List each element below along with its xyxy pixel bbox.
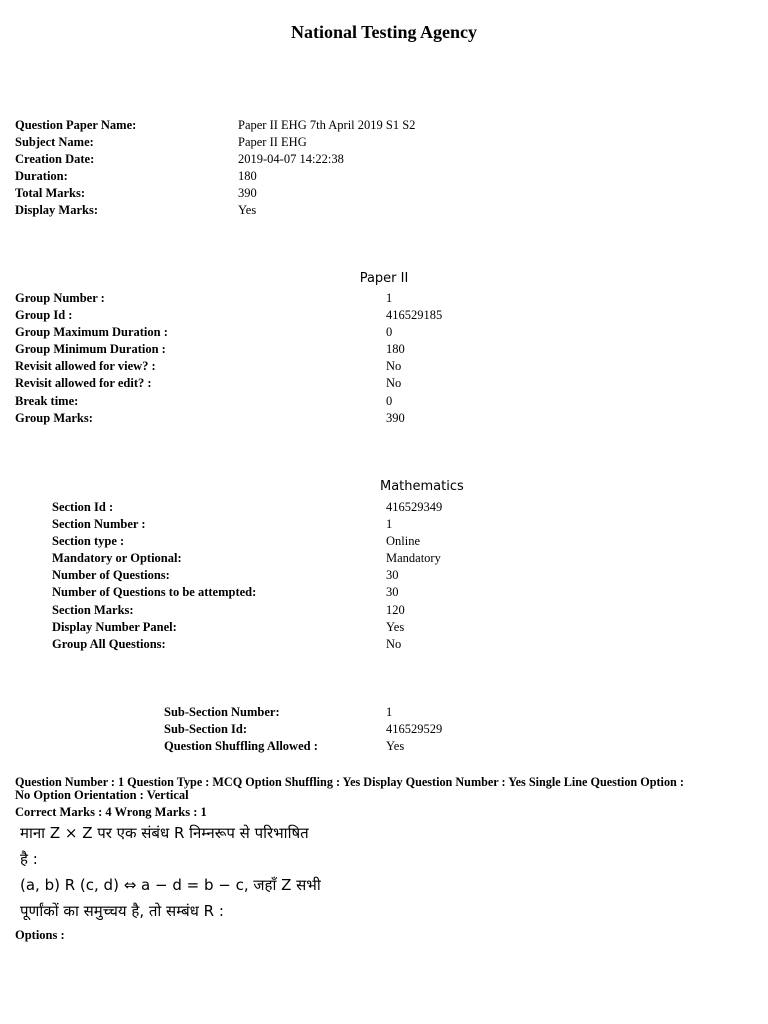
field-label: Group Maximum Duration : bbox=[15, 325, 168, 340]
question-meta bbox=[15, 776, 760, 819]
paper-info-row bbox=[15, 168, 755, 185]
question-text-line: (a, b) R (c, d) ⇔ a − d = b − c, जहाँ Z सभी bbox=[20, 876, 321, 894]
field-value: Yes bbox=[386, 739, 405, 754]
field-label: Total Marks: bbox=[15, 186, 86, 201]
group-info-row bbox=[15, 341, 755, 358]
paper-info-row bbox=[15, 134, 755, 151]
field-value: 2019-04-07 14:22:38 bbox=[238, 152, 344, 167]
field-value: Yes bbox=[386, 619, 405, 634]
field-label: Group Number : bbox=[15, 291, 105, 305]
question-text-line: है : bbox=[20, 850, 38, 868]
group-info bbox=[15, 290, 755, 427]
section-heading: Mathematics bbox=[380, 479, 464, 494]
field-label: Group All Questions: bbox=[52, 636, 166, 651]
field-label: Number of Questions to be attempted: bbox=[52, 585, 257, 600]
paper-info-row bbox=[15, 117, 755, 134]
section-info-row bbox=[52, 567, 752, 584]
field-label: Creation Date: bbox=[15, 152, 95, 167]
question-text bbox=[20, 820, 740, 924]
question-meta-line: Question Number : 1 Question Type : MCQ Option Shuffling : Yes Display Question Number : Yes Single Line Question Option : bbox=[15, 775, 684, 789]
field-label: Sub-Section Number: bbox=[164, 705, 280, 719]
field-label: Question Shuffling Allowed : bbox=[164, 739, 318, 754]
section-info-row bbox=[52, 550, 752, 567]
group-info-row bbox=[15, 290, 755, 307]
field-label: Section Id : bbox=[52, 500, 114, 514]
field-value: Yes bbox=[238, 203, 257, 218]
field-value: 390 bbox=[238, 186, 257, 201]
field-label: Display Number Panel: bbox=[52, 619, 177, 634]
section-info-row bbox=[52, 499, 752, 516]
group-info-row bbox=[15, 393, 755, 410]
section-info-row bbox=[52, 636, 752, 653]
field-label: Duration: bbox=[15, 169, 68, 184]
field-label: Subject Name: bbox=[15, 135, 94, 150]
field-value: 1 bbox=[386, 705, 393, 719]
field-value: Paper II EHG 7th April 2019 S1 S2 bbox=[238, 118, 416, 132]
field-value: Online bbox=[386, 534, 421, 549]
group-info-row bbox=[15, 358, 755, 375]
field-value: 416529349 bbox=[386, 500, 443, 514]
field-label: Revisit allowed for view? : bbox=[15, 359, 156, 374]
field-label: Sub-Section Id: bbox=[164, 722, 248, 737]
question-marks: Correct Marks : 4 Wrong Marks : 1 bbox=[15, 805, 207, 819]
field-label: Question Paper Name: bbox=[15, 118, 137, 132]
field-value: 30 bbox=[386, 568, 399, 583]
section-info-row bbox=[52, 602, 752, 619]
paper-info-row bbox=[15, 202, 755, 219]
paper-info-row bbox=[15, 151, 755, 168]
field-label: Display Marks: bbox=[15, 203, 98, 218]
section-info-row bbox=[52, 619, 752, 636]
subsection-info-row bbox=[164, 704, 754, 721]
field-label: Section Marks: bbox=[52, 602, 134, 617]
field-value: 390 bbox=[386, 410, 405, 425]
field-value: Mandatory bbox=[386, 551, 441, 566]
section-info-row bbox=[52, 533, 752, 550]
question-meta-line: No Option Orientation : Vertical bbox=[15, 788, 189, 802]
subsection-info bbox=[164, 704, 754, 755]
field-value: 120 bbox=[386, 602, 405, 617]
section-info-row bbox=[52, 584, 752, 601]
field-value: 416529185 bbox=[386, 308, 443, 323]
options-label: Options : bbox=[15, 928, 65, 942]
field-value: 0 bbox=[386, 393, 393, 408]
group-heading: Paper II bbox=[359, 271, 409, 286]
question-text-line: पूर्णांकों का समुच्चय है, तो सम्बंध R : bbox=[20, 902, 224, 920]
paper-info bbox=[15, 117, 755, 220]
field-label: Number of Questions: bbox=[52, 568, 170, 583]
field-label: Mandatory or Optional: bbox=[52, 551, 182, 566]
field-label: Group Marks: bbox=[15, 410, 93, 425]
group-info-row bbox=[15, 324, 755, 341]
field-value: 416529529 bbox=[386, 722, 443, 737]
field-label: Break time: bbox=[15, 393, 79, 408]
field-value: 30 bbox=[386, 585, 399, 600]
field-value: No bbox=[386, 359, 402, 374]
subsection-info-row bbox=[164, 721, 754, 738]
subsection-info-row bbox=[164, 738, 754, 755]
field-label: Section type : bbox=[52, 534, 125, 549]
field-value: No bbox=[386, 376, 402, 391]
paper-info-row bbox=[15, 185, 755, 202]
group-info-row bbox=[15, 410, 755, 427]
field-label: Section Number : bbox=[52, 517, 146, 532]
field-value: 180 bbox=[386, 342, 405, 357]
field-value: No bbox=[386, 636, 402, 651]
field-value: 180 bbox=[238, 169, 257, 184]
field-value: 1 bbox=[386, 517, 393, 532]
field-label: Group Id : bbox=[15, 308, 73, 323]
field-value: 0 bbox=[386, 325, 393, 340]
group-info-row bbox=[15, 307, 755, 324]
field-value: 1 bbox=[386, 291, 393, 305]
field-value: Paper II EHG bbox=[238, 135, 307, 150]
section-info bbox=[52, 499, 752, 653]
section-info-row bbox=[52, 516, 752, 533]
question-text-line: माना Z × Z पर एक संबंध R निम्नरूप से परिभाषित bbox=[20, 824, 309, 842]
group-info-row bbox=[15, 375, 755, 392]
page-title: National Testing Agency bbox=[290, 22, 478, 42]
field-label: Revisit allowed for edit? : bbox=[15, 376, 152, 391]
field-label: Group Minimum Duration : bbox=[15, 342, 166, 357]
